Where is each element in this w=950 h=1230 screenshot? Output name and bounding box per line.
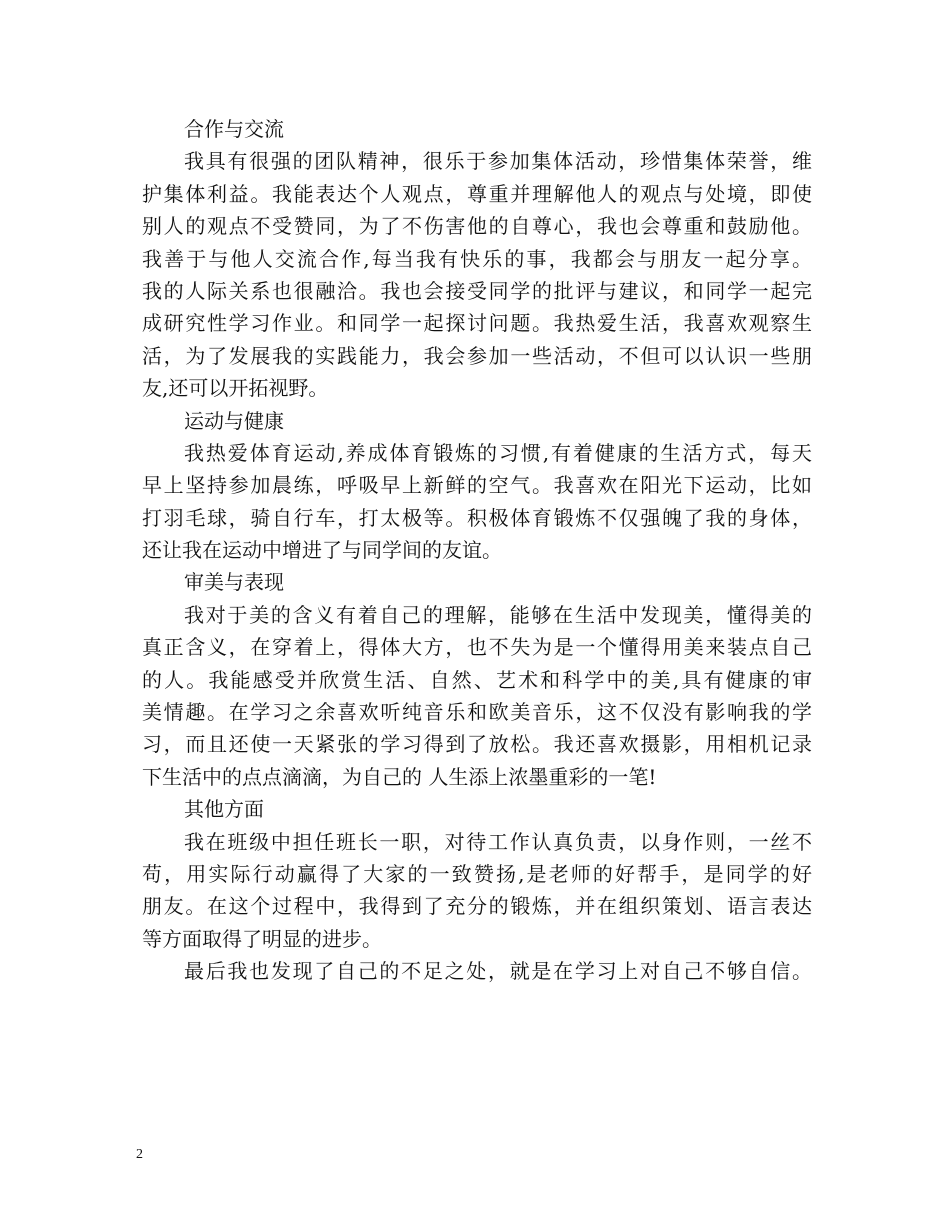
text-line: 友,还可以开拓视野。 — [142, 376, 329, 401]
text-line: 苟，用实际行动赢得了大家的一致赞扬,是老师的好帮手，是同学的好 — [142, 861, 812, 886]
text-line: 我在班级中担任班长一职，对待工作认真负责，以身作则，一丝不 — [184, 829, 812, 854]
text-line: 我的人际关系也很融洽。我也会接受同学的批评与建议，和同学一起完 — [142, 278, 812, 303]
text-line: 活，为了发展我的实践能力，我会参加一些活动，不但可以认识一些朋 — [142, 343, 812, 368]
text-line: 打羽毛球，骑自行车，打太极等。积极体育锻炼不仅强魄了我的身体， — [142, 505, 812, 530]
document-body — [142, 113, 812, 988]
text-line: 我善于与他人交流合作,每当我有快乐的事，我都会与朋友一起分享。 — [142, 246, 812, 271]
page-number: 2 — [136, 1147, 143, 1162]
text-line: 合作与交流 — [184, 117, 284, 141]
text-line: 习，而且还使一天紧张的学习得到了放松。我还喜欢摄影，用相机记录 — [142, 732, 812, 757]
text-line: 真正含义，在穿着上，得体大方，也不失为是一个懂得用美来装点自己 — [142, 635, 812, 660]
text-line: 成研究性学习作业。和同学一起探讨问题。我热爱生活，我喜欢观察生 — [142, 311, 812, 336]
text-line: 最后我也发现了自己的不足之处，就是在学习上对自己不够自信。 — [184, 959, 812, 984]
text-line: 朋友。在这个过程中，我得到了充分的锻炼，并在组织策划、语言表达 — [142, 894, 812, 919]
text-line: 等方面取得了明显的进步。 — [142, 926, 382, 951]
text-line: 审美与表现 — [184, 570, 284, 595]
text-line: 早上坚持参加晨练，呼吸早上新鲜的空气。我喜欢在阳光下运动，比如 — [142, 473, 812, 498]
text-line: 还让我在运动中增进了与同学间的友谊。 — [142, 538, 502, 563]
text-line: 运动与健康 — [184, 408, 284, 433]
text-line: 我具有很强的团队精神，很乐于参加集体活动，珍惜集体荣誉，维 — [184, 149, 812, 174]
text-line: 的人。我能感受并欣赏生活、自然、艺术和科学中的美,具有健康的审 — [142, 667, 812, 692]
text-line: 其他方面 — [184, 797, 264, 822]
text-line: 下生活中的点点滴滴，为自己的 人生添上浓墨重彩的一笔! — [142, 764, 657, 789]
text-line: 别人的观点不受赞同，为了不伤害他的自尊心，我也会尊重和鼓励他。 — [142, 214, 812, 239]
text-line: 我热爱体育运动,养成体育锻炼的习惯,有着健康的生活方式，每天 — [184, 440, 812, 465]
text-line: 美情趣。在学习之余喜欢听纯音乐和欧美音乐，这不仅没有影响我的学 — [142, 700, 812, 725]
text-line: 护集体利益。我能表达个人观点，尊重并理解他人的观点与处境，即使 — [142, 181, 812, 206]
text-line: 我对于美的含义有着自己的理解，能够在生活中发现美，懂得美的 — [184, 602, 812, 627]
